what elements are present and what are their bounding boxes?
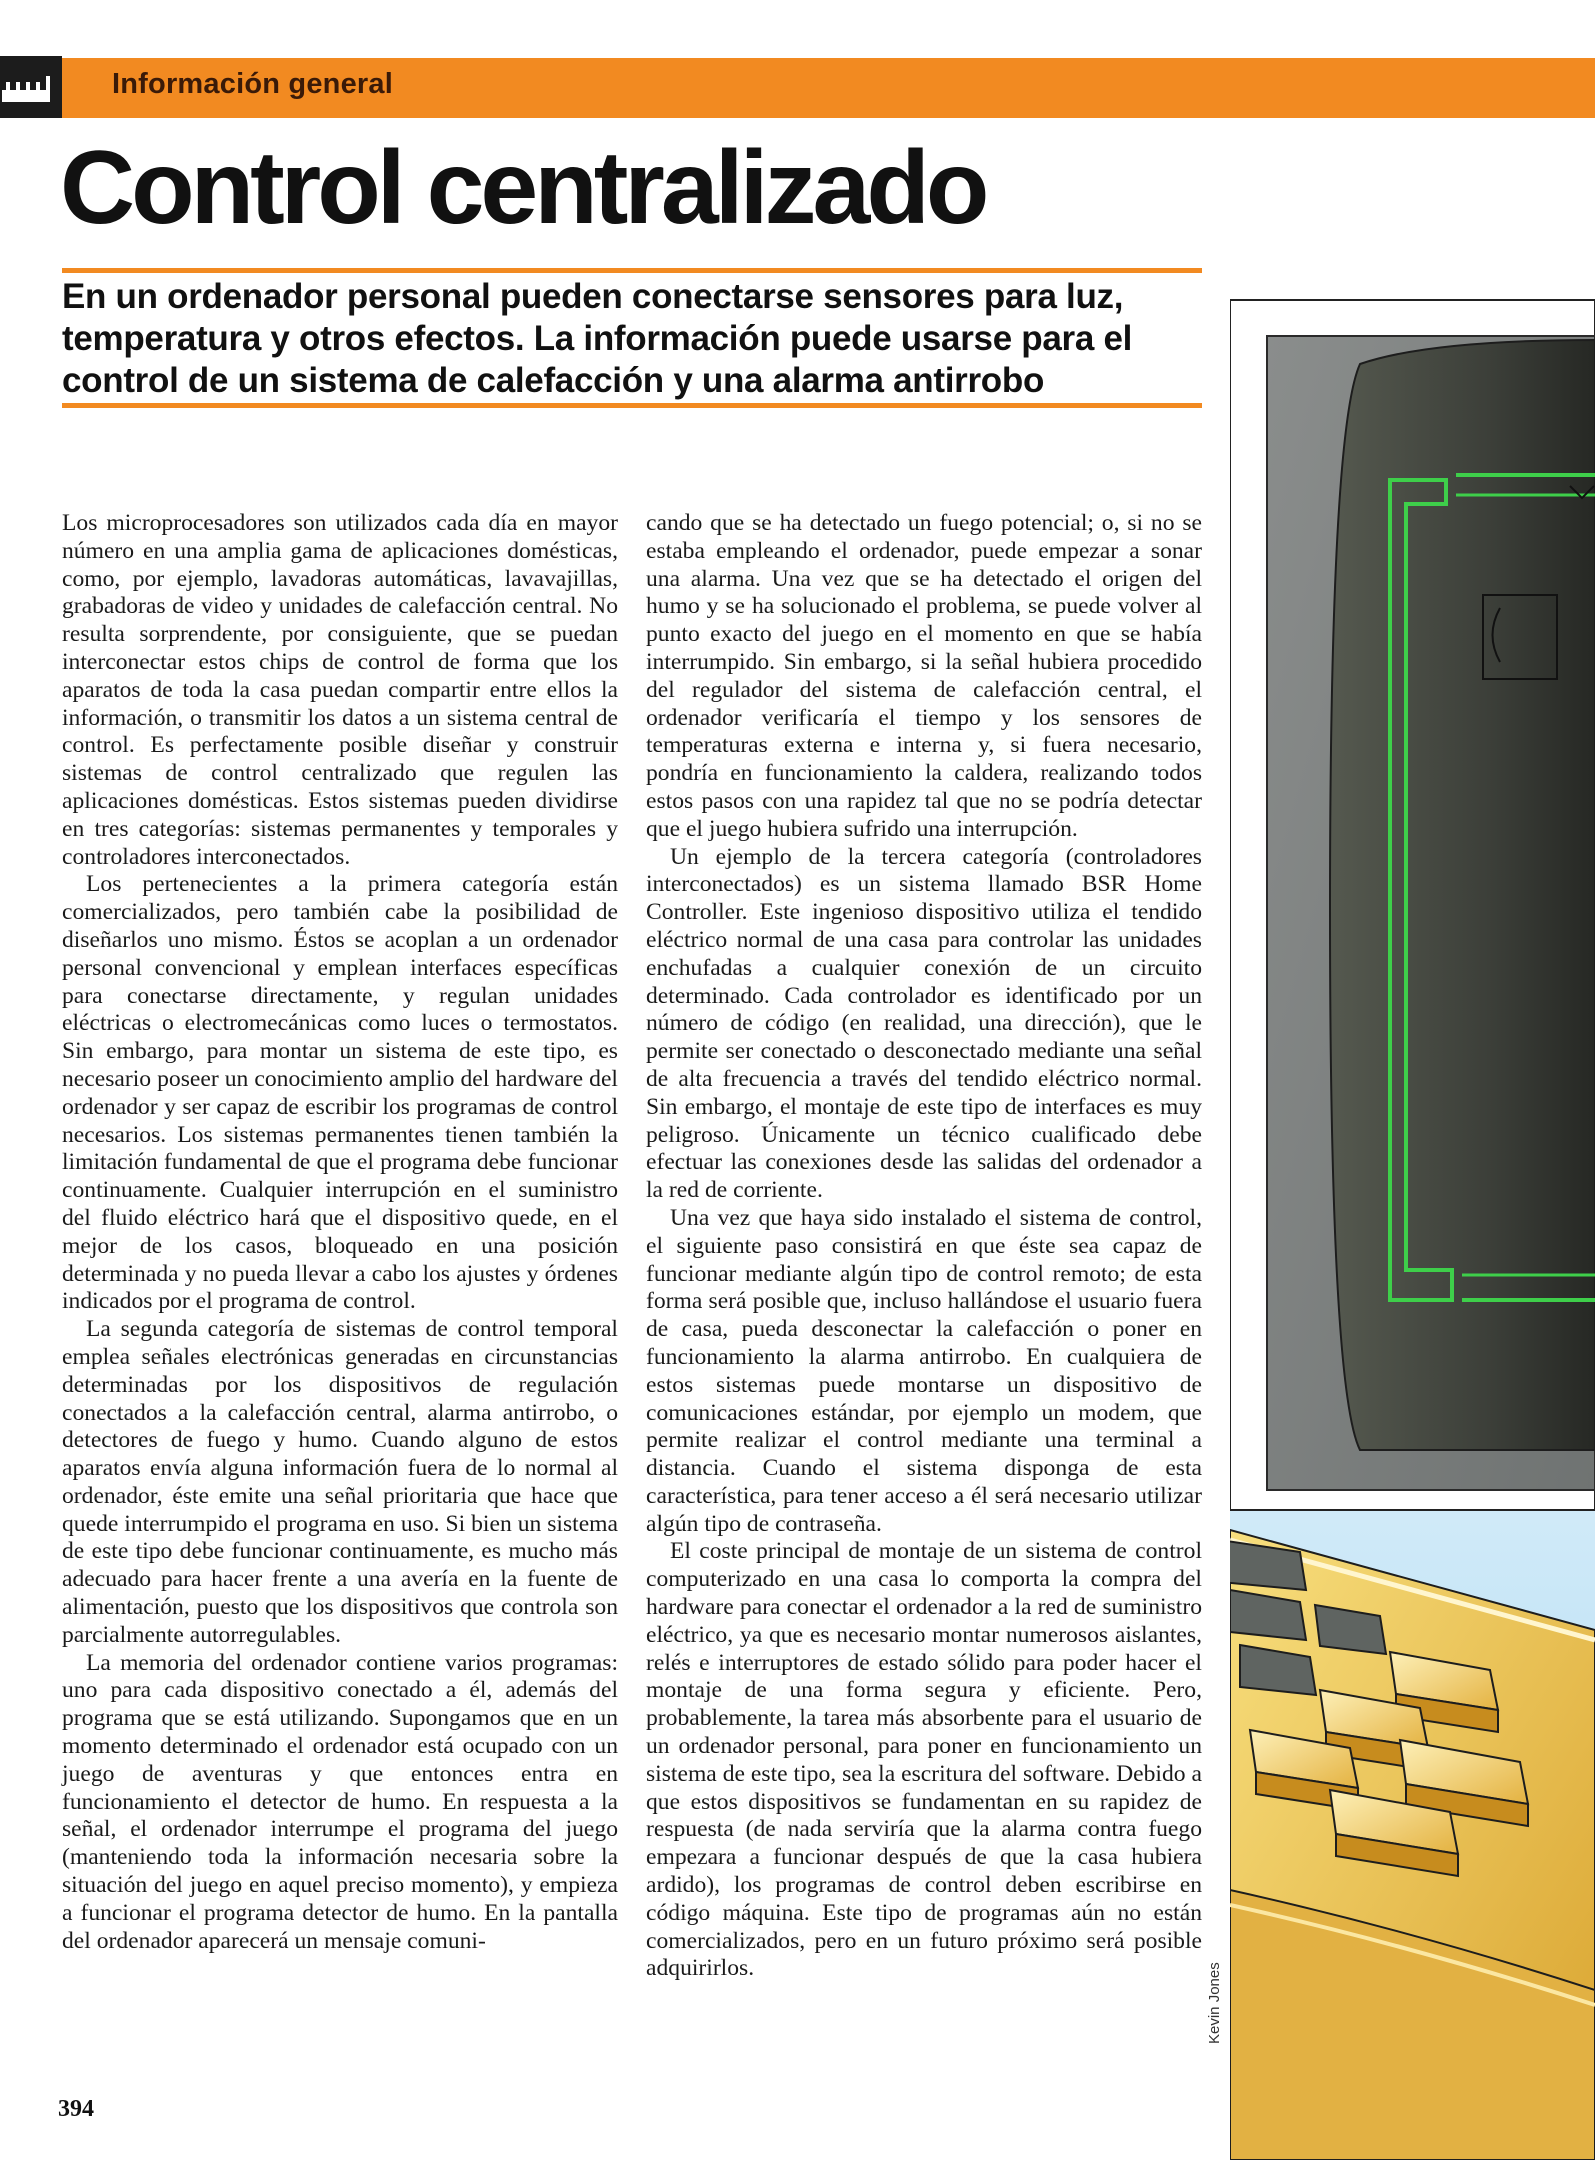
text-column-2 <box>646 510 1202 1983</box>
lead-paragraph: En un ordenador personal pueden conectarse sensores para luz, temperatura y otros efectos. La información puede usarse para el control de un sistema de calefacción y una alarma antirrobo <box>62 277 1133 400</box>
paragraph: Los microprocesadores son utilizados cada día en mayor número en una amplia gama de aplicaciones domésticas, como, por ejemplo, lavadoras automáticas, lavavajillas, grabadoras de video y unidades de calefacción central. No resulta sorprendente, por consiguiente, que se puedan interconectar estos chips de control de forma que los aparatos de toda la casa puedan compartir entre ellos la información, o transmitir los datos a un sistema central de control. Es perfectamente posible diseñar y construir sistemas de control centralizado que regulen las aplicaciones domésticas. Estos sistemas pueden dividirse en tres categorías: sistemas permanentes y temporales y controladores interconectados. <box>62 510 618 870</box>
section-label: Información general <box>112 68 393 100</box>
paragraph: Una vez que haya sido instalado el sistema de control, el siguiente paso consistirá en que éste sea capaz de funcionar mediante algún tipo de control remoto; de esta forma será posible que, incluso hallándose el usuario fuera de casa, pueda desconectar la calefacción o poner en funcionamiento la alarma antirrobo. En cualquiera de estos sistemas puede montarse un dispositivo de comunicaciones estándar, por ejemplo un modem, que permite realizar el control mediante una terminal a distancia. Cuando el sistema disponga de esta característica, para tener acceso a él será necesario utilizar algún tipo de contraseña. <box>646 1204 1202 1537</box>
paragraph: cando que se ha detectado un fuego potencial; o, si no se estaba empleando el ordenador, puede empezar a sonar una alarma. Una vez que se ha detectado el origen del humo y se ha solucionado el problema, se puede volver al punto exacto del juego en el momento en que se había interrumpido. Sin embargo, si la señal hubiera procedido del regulador del sistema de calefacción central, el ordenador verificaría el tiempo y los sensores de temperaturas externa e interna y, si fuera necesario, pondría en funcionamiento la caldera, realizando todos estos pasos con una rapidez tal que no se podría detectar que el juego hubiera sufrido una interrupción. <box>646 510 1202 842</box>
text-column-1 <box>62 510 618 1955</box>
computer-illustration <box>1230 290 1595 2160</box>
lead-rule-bottom <box>62 403 1202 408</box>
lead-rule-top <box>62 268 1202 273</box>
paragraph: La segunda categoría de sistemas de control temporal emplea señales electrónicas generadas en circunstancias determinadas por los dispositivos de regulación conectados a la calefacción central, alarma antirrobo, o detectores de fuego y humo. Cuando alguno de estos aparatos envía alguna información fuera de lo normal al ordenador, éste emite una señal prioritaria que hace que quede interrumpido el programa en uso. Si bien un sistema de este tipo debe funcionar continuamente, es mucho más adecuado para hacer frente a una avería en la fuente de alimentación, puesto que los dispositivos que controla son parcialmente autorregulables. <box>62 1316 618 1648</box>
page-number: 394 <box>58 2096 94 2122</box>
paragraph: Los pertenecientes a la primera categoría están comercializados, pero también cabe la posibilidad de diseñarlos uno mismo. Éstos se acoplan a un ordenador personal convencional y emplean interfaces específicas para conectarse directamente, y regulan unidades eléctricas o electromecánicas como luces o termostatos. Sin embargo, para montar un sistema de este tipo, es necesario poseer un conocimiento amplio del hardware del ordenador y ser capaz de escribir los programas de control necesarios. Los sistemas permanentes tienen también la limitación fundamental de que el programa debe funcionar continuamente. Cualquier interrupción en el suministro del fluido eléctrico hará que el dispositivo quede, en el mejor de los casos, bloqueado en una posición determinada y no pueda llevar a cabo los ajustes y órdenes indicados por el programa de control. <box>62 871 618 1315</box>
paragraph: La memoria del ordenador contiene varios programas: uno para cada dispositivo conectado a él, además del programa que se está utilizando. Supongamos que en un momento determinado el ordenador está ocupado con un juego de aventuras y que entonces entra en funcionamiento el detector de humo. En respuesta a la señal, el ordenador interrumpe el programa del juego (manteniendo toda la información necesaria sobre la situación del juego en aquel preciso momento), y empieza a funcionar el programa detector de humo. En la pantalla del ordenador aparecerá un mensaje comuni- <box>62 1649 618 1954</box>
page-title: Control centralizado <box>60 130 986 246</box>
bar-logo-icon <box>0 56 62 118</box>
paragraph: Un ejemplo de la tercera categoría (controladores interconectados) es un sistema llamado BSR Home Controller. Este ingenioso dispositivo utiliza el tendido eléctrico normal de una casa para controlar las unidades enchufadas a cualquier conexión de un circuito determinado. Cada controlador es identificado por un número de código (en realidad, una dirección), que le permite ser conectado o desconectado mediante una señal de alta frecuencia a través del tendido eléctrico normal. Sin embargo, el montaje de este tipo de interfaces es muy peligroso. Únicamente un técnico cualificado debe efectuar las conexiones desde las salidas del ordenador a la red de corriente. <box>646 843 1202 1204</box>
monitor-screen <box>1330 340 1595 1450</box>
paragraph: El coste principal de montaje de un sistema de control computerizado en una casa lo comporta la compra del hardware para conectar el ordenador a la red de suministro eléctrico, ya que es necesario montar numerosos aislantes, relés e interruptores de estado sólido para poder hacer el montaje de una forma segura y eficiente. Pero, probablemente, la tarea más absorbente para el usuario de un ordenador personal, para poner en funcionamiento un sistema de este tipo, sea la escritura del software. Debido a que estos dispositivos se fundamentan en su rapidez de respuesta (de nada serviría que la alarma contra fuego empezara a funcionar después de que la casa hubiera ardido), los programas de control deben escribirse en código máquina. Este tipo de programas aún no están comercializados, pero en un futuro próximo será posible adquirirlos. <box>646 1538 1202 1982</box>
illustration-credit: Kevin Jones <box>1206 1962 1223 2044</box>
